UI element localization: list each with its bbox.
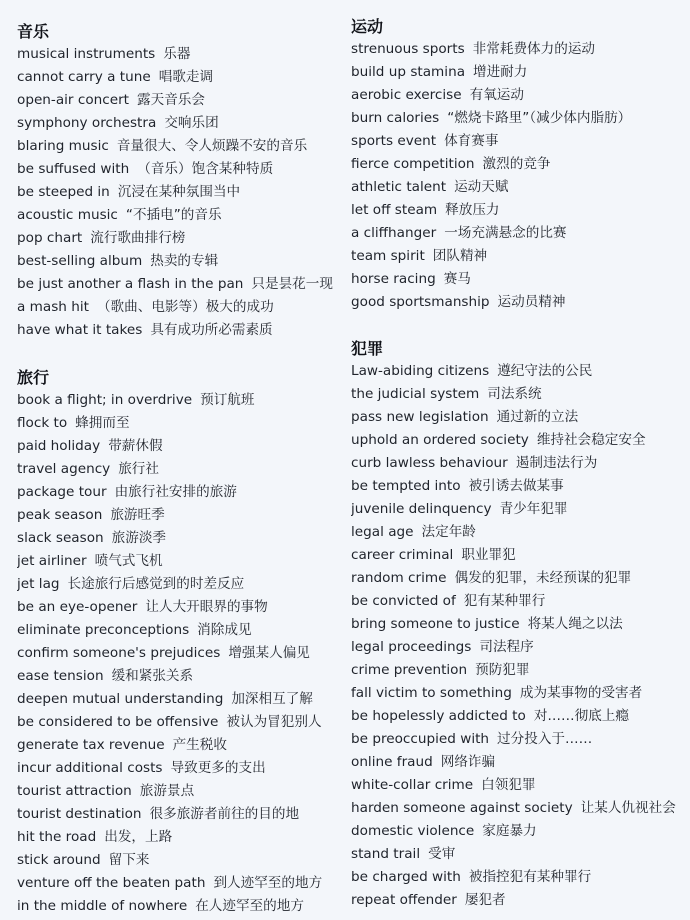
vocab-term: legal age (351, 524, 414, 540)
vocab-term: build up stamina (351, 64, 466, 80)
vocab-list (17, 389, 352, 918)
vocab-entry (351, 268, 690, 291)
vocab-meaning: 运动员精神 (497, 294, 566, 310)
vocab-entry (17, 112, 352, 135)
vocab-term: jet lag (17, 576, 60, 592)
vocab-entry (17, 803, 352, 826)
vocab-entry (351, 774, 690, 797)
vocab-term: eliminate preconceptions (17, 622, 190, 638)
vocab-meaning: 蜂拥而至 (75, 415, 130, 431)
vocab-term: jet airliner (17, 553, 87, 569)
vocab-term: tourist attraction (17, 783, 132, 799)
vocab-entry (351, 728, 690, 751)
vocab-entry (17, 204, 352, 227)
vocab-term: uphold an ordered society (351, 432, 529, 448)
vocab-term: pass new legislation (351, 409, 489, 425)
vocab-term: fierce competition (351, 156, 475, 172)
vocab-meaning: 赛马 (443, 271, 471, 287)
vocab-entry (351, 452, 690, 475)
vocab-entry (17, 66, 352, 89)
vocab-meaning: 旅游旺季 (110, 507, 165, 523)
vocab-term: acoustic music (17, 207, 118, 223)
vocab-entry (17, 711, 352, 734)
vocab-term: ease tension (17, 668, 104, 684)
vocab-term: be convicted of (351, 593, 456, 609)
vocab-entry (351, 383, 690, 406)
vocab-term: bring someone to justice (351, 616, 520, 632)
vocab-list (351, 360, 690, 912)
vocab-entry (17, 89, 352, 112)
vocab-meaning: 热卖的专辑 (150, 253, 219, 269)
vocab-meaning: 团队精神 (432, 248, 488, 264)
vocab-term: be just another a flash in the pan (17, 276, 244, 292)
vocab-entry (351, 820, 690, 843)
vocab-meaning: 增进耐力 (473, 64, 528, 80)
vocab-meaning: 很多旅游者前往的目的地 (149, 806, 300, 822)
vocab-entry (351, 360, 690, 383)
vocab-term: pop chart (17, 230, 83, 246)
vocab-term: strenuous sports (351, 41, 465, 57)
vocab-entry (17, 158, 352, 181)
vocab-meaning: 产生税收 (172, 737, 227, 753)
vocab-term: be hopelessly addicted to (351, 708, 526, 724)
vocab-term: book a flight; in overdrive (17, 392, 193, 408)
vocab-term: be preoccupied with (351, 731, 490, 747)
vocab-term: good sportsmanship (351, 294, 490, 310)
vocab-meaning: 对……彻底上瘾 (533, 708, 629, 724)
vocab-meaning: 到人迹罕至的地方 (213, 875, 323, 891)
vocab-entry (17, 665, 352, 688)
vocab-entry (351, 705, 690, 728)
vocab-meaning: 具有成功所必需素质 (150, 322, 273, 338)
vocab-term: Law-abiding citizens (351, 363, 490, 379)
vocab-entry (17, 596, 352, 619)
vocab-meaning: 露天音乐会 (137, 92, 205, 108)
vocab-entry (351, 866, 690, 889)
vocab-term: let off steam (351, 202, 438, 218)
vocab-list (351, 38, 690, 314)
vocab-term: be suffused with (17, 161, 130, 177)
vocab-term: best-selling album (17, 253, 143, 269)
vocab-entry (17, 227, 352, 250)
vocab-term: package tour (17, 484, 107, 500)
vocab-entry (351, 38, 690, 61)
vocab-term: travel agency (17, 461, 111, 477)
vocab-term: juvenile delinquency (351, 501, 492, 517)
vocab-meaning: 音量很大、令人烦躁不安的音乐 (116, 138, 308, 154)
vocab-entry (351, 797, 690, 820)
vocab-entry (17, 273, 352, 296)
vocab-entry (351, 889, 690, 912)
vocab-entry (17, 688, 352, 711)
vocab-term: horse racing (351, 271, 436, 287)
section-heading: 运动 (351, 17, 384, 36)
vocab-entry (17, 780, 352, 803)
vocab-meaning: 乐器 (163, 46, 191, 62)
vocab-term: deepen mutual understanding (17, 691, 224, 707)
vocab-meaning: 流行歌曲排行榜 (90, 230, 186, 246)
vocab-meaning: 职业罪犯 (461, 547, 516, 563)
vocab-term: the judicial system (351, 386, 480, 402)
vocab-term: random crime (351, 570, 447, 586)
vocab-term: incur additional costs (17, 760, 163, 776)
vocab-term: harden someone against society (351, 800, 573, 816)
vocab-term: a mash hit (17, 299, 89, 315)
vocab-term: crime prevention (351, 662, 468, 678)
vocab-meaning: 喷气式飞机 (94, 553, 163, 569)
vocab-meaning: 在人迹罕至的地方 (195, 898, 304, 914)
vocab-meaning: 将某人绳之以法 (527, 616, 623, 632)
vocab-entry (351, 544, 690, 567)
vocab-entry (351, 475, 690, 498)
vocab-term: flock to (17, 415, 68, 431)
section-heading: 音乐 (17, 22, 50, 41)
vocab-meaning: 唱歌走调 (158, 69, 214, 85)
vocab-term: be charged with (351, 869, 461, 885)
vocab-term: blaring music (17, 138, 109, 154)
vocab-meaning: 维持社会稳定安全 (536, 432, 646, 448)
vocab-entry (17, 504, 352, 527)
vocab-term: career criminal (351, 547, 454, 563)
section-heading: 旅行 (17, 368, 50, 387)
vocab-entry (351, 590, 690, 613)
vocab-meaning: 非常耗费体力的运动 (472, 41, 596, 57)
vocab-term: tourist destination (17, 806, 142, 822)
vocab-term: generate tax revenue (17, 737, 165, 753)
vocab-meaning: “不插电”的音乐 (125, 207, 222, 223)
vocab-meaning: 交响乐团 (164, 115, 219, 131)
vocab-entry (17, 757, 352, 780)
vocab-entry (351, 843, 690, 866)
vocab-meaning: 一场充满悬念的比赛 (444, 225, 567, 241)
vocab-term: white-collar crime (351, 777, 474, 793)
vocab-term: burn calories (351, 110, 440, 126)
vocab-entry (351, 61, 690, 84)
vocab-meaning: 留下来 (108, 852, 150, 868)
vocab-term: aerobic exercise (351, 87, 462, 103)
vocab-term: paid holiday (17, 438, 101, 454)
vocab-term: stick around (17, 852, 101, 868)
vocab-list (17, 43, 352, 342)
vocab-entry (351, 245, 690, 268)
vocab-meaning: 青少年犯罪 (499, 501, 568, 517)
vocab-term: be tempted into (351, 478, 461, 494)
vocab-entry (17, 527, 352, 550)
vocab-term: venture off the beaten path (17, 875, 206, 891)
vocab-entry (17, 872, 352, 895)
vocab-term: legal proceedings (351, 639, 472, 655)
vocab-entry (17, 296, 352, 319)
vocab-entry (17, 619, 352, 642)
vocab-entry (351, 291, 690, 314)
vocab-meaning: 法定年龄 (421, 524, 476, 540)
vocab-entry (17, 435, 352, 458)
vocab-meaning: 带薪休假 (108, 438, 163, 454)
vocab-entry (351, 222, 690, 245)
vocab-entry (351, 176, 690, 199)
vocab-meaning: （音乐）饱含某种特质 (137, 161, 274, 177)
vocab-meaning: 预防犯罪 (475, 662, 530, 678)
vocab-meaning: “燃烧卡路里”（减少体内脂肪） (447, 110, 632, 126)
vocab-entry (17, 43, 352, 66)
vocab-meaning: 遵纪守法的公民 (497, 363, 593, 379)
vocab-entry (17, 642, 352, 665)
vocab-meaning: 预订航班 (200, 392, 255, 408)
vocab-term: be considered to be offensive (17, 714, 219, 730)
vocab-term: be steeped in (17, 184, 110, 200)
vocab-entry (17, 412, 352, 435)
vocab-term: curb lawless behaviour (351, 455, 508, 471)
vocab-entry (351, 659, 690, 682)
section-crime (351, 337, 690, 912)
vocab-meaning: 长途旅行后感觉到的时差反应 (67, 576, 245, 592)
vocab-entry (17, 573, 352, 596)
vocab-term: domestic violence (351, 823, 475, 839)
vocab-entry (17, 895, 352, 918)
vocab-meaning: 出发，上路 (104, 829, 173, 845)
vocab-meaning: 家庭暴力 (482, 823, 537, 839)
vocab-term: open-air concert (17, 92, 130, 108)
vocab-entry (351, 636, 690, 659)
vocab-entry (351, 429, 690, 452)
vocab-term: symphony orchestra (17, 115, 157, 131)
vocab-meaning: 网络诈骗 (440, 754, 496, 770)
vocab-meaning: 消除成见 (197, 622, 252, 638)
vocab-term: in the middle of nowhere (17, 898, 188, 914)
vocab-meaning: 旅游景点 (139, 783, 195, 799)
vocab-meaning: 成为某事物的受害者 (519, 685, 643, 701)
vocab-term: team spirit (351, 248, 425, 264)
vocab-term: athletic talent (351, 179, 447, 195)
vocab-meaning: （歌曲、电影等）极大的成功 (96, 299, 274, 315)
vocab-entry (351, 130, 690, 153)
vocab-entry (17, 181, 352, 204)
vocab-meaning: 司法程序 (479, 639, 534, 655)
vocab-entry (351, 682, 690, 705)
vocab-meaning: 沉浸在某种氛围当中 (117, 184, 241, 200)
section-music (17, 20, 352, 342)
vocab-term: hit the road (17, 829, 97, 845)
vocab-meaning: 被认为冒犯别人 (226, 714, 322, 730)
section-sports (351, 15, 690, 314)
vocab-entry (351, 199, 690, 222)
vocab-entry (17, 389, 352, 412)
vocab-meaning: 白领犯罪 (481, 777, 536, 793)
vocab-term: have what it takes (17, 322, 143, 338)
vocab-entry (17, 458, 352, 481)
vocab-meaning: 通过新的立法 (496, 409, 579, 425)
vocab-term: slack season (17, 530, 104, 546)
vocab-meaning: 运动天赋 (454, 179, 509, 195)
vocab-entry (351, 613, 690, 636)
vocab-meaning: 司法系统 (487, 386, 542, 402)
vocab-meaning: 屡犯者 (464, 892, 506, 908)
vocab-entry (351, 521, 690, 544)
vocab-term: stand trail (351, 846, 421, 862)
vocab-meaning: 偶发的犯罪，未经预谋的犯罪 (454, 570, 632, 586)
vocab-entry (351, 107, 690, 130)
vocab-term: online fraud (351, 754, 433, 770)
vocab-term: be an eye-opener (17, 599, 138, 615)
vocab-term: sports event (351, 133, 437, 149)
vocab-meaning: 遏制违法行为 (515, 455, 598, 471)
vocab-entry (351, 498, 690, 521)
vocab-entry (17, 135, 352, 158)
vocab-entry (351, 567, 690, 590)
vocab-meaning: 让某人仇视社会 (580, 800, 676, 816)
vocab-meaning: 受审 (428, 846, 456, 862)
vocab-meaning: 导致更多的支出 (170, 760, 266, 776)
section-travel (17, 366, 352, 918)
vocab-meaning: 只是昙花一现 (251, 276, 333, 292)
vocab-term: a cliffhanger (351, 225, 437, 241)
vocab-meaning: 由旅行社安排的旅游 (114, 484, 237, 500)
vocab-term: confirm someone's prejudices (17, 645, 221, 661)
vocab-meaning: 有氧运动 (469, 87, 524, 103)
vocab-entry (351, 406, 690, 429)
section-heading: 犯罪 (351, 339, 384, 358)
vocab-entry (17, 849, 352, 872)
vocab-meaning: 过分投入于…… (497, 731, 593, 747)
vocab-entry (351, 153, 690, 176)
vocab-meaning: 犯有某种罪行 (463, 593, 546, 609)
vocab-entry (17, 826, 352, 849)
vocab-term: peak season (17, 507, 103, 523)
vocab-entry (17, 550, 352, 573)
vocab-meaning: 增强某人偏见 (228, 645, 310, 661)
vocab-meaning: 让人大开眼界的事物 (145, 599, 268, 615)
vocab-entry (17, 250, 352, 273)
vocab-entry (17, 319, 352, 342)
vocab-term: fall victim to something (351, 685, 512, 701)
vocab-meaning: 缓和紧张关系 (111, 668, 194, 684)
vocab-meaning: 旅游淡季 (111, 530, 167, 546)
vocab-term: repeat offender (351, 892, 457, 908)
vocab-entry (351, 751, 690, 774)
vocab-meaning: 激烈的竞争 (482, 156, 551, 172)
vocab-entry (351, 84, 690, 107)
vocab-term: cannot carry a tune (17, 69, 151, 85)
vocab-term: musical instruments (17, 46, 156, 62)
vocab-meaning: 被指控犯有某种罪行 (468, 869, 592, 885)
vocab-entry (17, 734, 352, 757)
vocab-meaning: 体育赛事 (444, 133, 499, 149)
vocab-entry (17, 481, 352, 504)
vocab-meaning: 加深相互了解 (231, 691, 313, 707)
vocab-meaning: 释放压力 (445, 202, 500, 218)
vocab-meaning: 被引诱去做某事 (468, 478, 564, 494)
vocab-meaning: 旅行社 (118, 461, 159, 477)
